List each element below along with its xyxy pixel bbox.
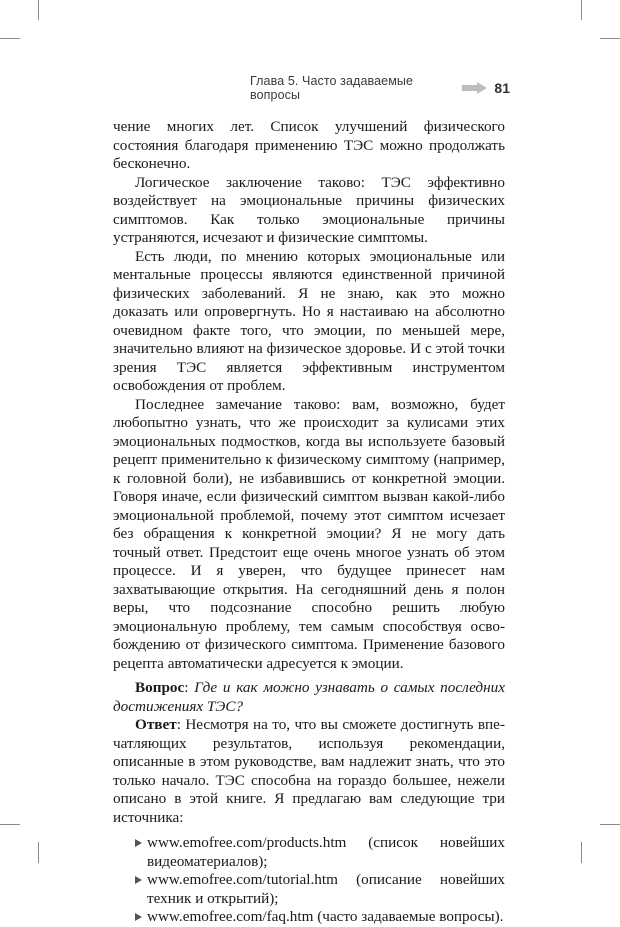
link-url[interactable]: www.emofree.com/faq.htm [147,908,314,925]
crop-mark-bottom-left-horizontal [0,824,20,825]
link-description: (список новейших видеоматериалов); [147,834,505,870]
link-url[interactable]: www.emofree.com/products.htm [147,834,347,851]
question-paragraph [113,679,505,716]
running-header [250,74,510,102]
link-url[interactable]: www.emofree.com/tutorial.htm [147,871,338,888]
paragraph: чение многих лет. Список улучшений физического состояния благодаря применению ТЭС можно продолжать бесконечно. [113,118,505,172]
crop-mark-bottom-right-vertical [581,842,582,863]
link-description: (описание новейших техник и открытий); [147,871,505,907]
answer-text: Несмотря на то, что вы сможете достигнуть впечатляющих результатов, используя рекомендации, описанные в этом руководстве, вам надлежит знать, что это только начало. ТЭС способна на гораздо большее, нежели описано в этой книге. Я предлагаю вам следующие три источника: [113,716,505,826]
source-list [113,834,505,927]
triangle-bullet-icon [135,876,142,884]
question-label: Вопрос [135,679,185,696]
link-description: (часто задаваемые вопросы). [313,908,504,925]
crop-mark-top-left-horizontal [0,38,20,39]
list-item [147,834,505,871]
paragraph: Есть люди, по мнению которых эмоциональные или ментальные процессы являются единственной причиной физических заболеваний. Я не знаю, как это можно доказать или опровергнуть. Но я настаиваю на абсолютно очевидном факте того, что эмоции, по меньшей мере, значительно влияют на физическое здоровье. И с этой точки зрения ТЭС является эффективным инструментом освобождения от проблем. [113,247,505,394]
paragraph: Логическое заключение таково: ТЭС эффективно воздействует на эмоциональные причины физических симптомов. Как только эмоциональные причины устраняются, исчезают и физические симптомы. [113,173,505,246]
chapter-title: Глава 5. Часто задаваемые вопросы [250,74,414,102]
list-item [147,908,505,927]
crop-mark-bottom-right-horizontal [600,824,620,825]
crop-mark-top-right-vertical [581,0,582,20]
crop-mark-bottom-left-vertical [38,842,39,863]
list-item [147,871,505,908]
page-body [113,118,505,927]
triangle-bullet-icon [135,913,142,921]
answer-label: Ответ [135,716,177,733]
answer-paragraph [113,716,505,827]
crop-mark-top-left-vertical [38,0,39,20]
triangle-bullet-icon [135,839,142,847]
page-number: 81 [494,80,510,96]
answer-colon: : [176,716,186,733]
crop-mark-top-right-horizontal [600,38,620,39]
question-colon: : [184,679,195,696]
paragraph: Последнее замечание таково: вам, возможно, будет любопытно узнать, что же происходит за кулисами этих эмоциональных подмостков, когда вы используете базовый рецепт применительно к физическому симптому (например, к головной боли), не избавившись от конкретной эмоции. Говоря иначе, если физический симптом вызван какой-либо эмоциональной проблемой, почему этот симптом исчезает без обращения к конкретной эмоции? Я не могу дать точный ответ. Предстоит еще очень многое узнать об этом процессе. И я уверен, что будущее принесет нам захватывающие открытия. На сегодняшний день я полон веры, что подсознание способно решить любую эмоциональную проблему, тем самым способствуя освобождению от физического симптома. Применение базового рецепта автоматически адресуется к эмоции. [113,395,505,672]
right-arrow-icon [462,82,486,94]
question-text: Где и как можно узнавать о самых последних достижениях ТЭС? [113,679,505,715]
